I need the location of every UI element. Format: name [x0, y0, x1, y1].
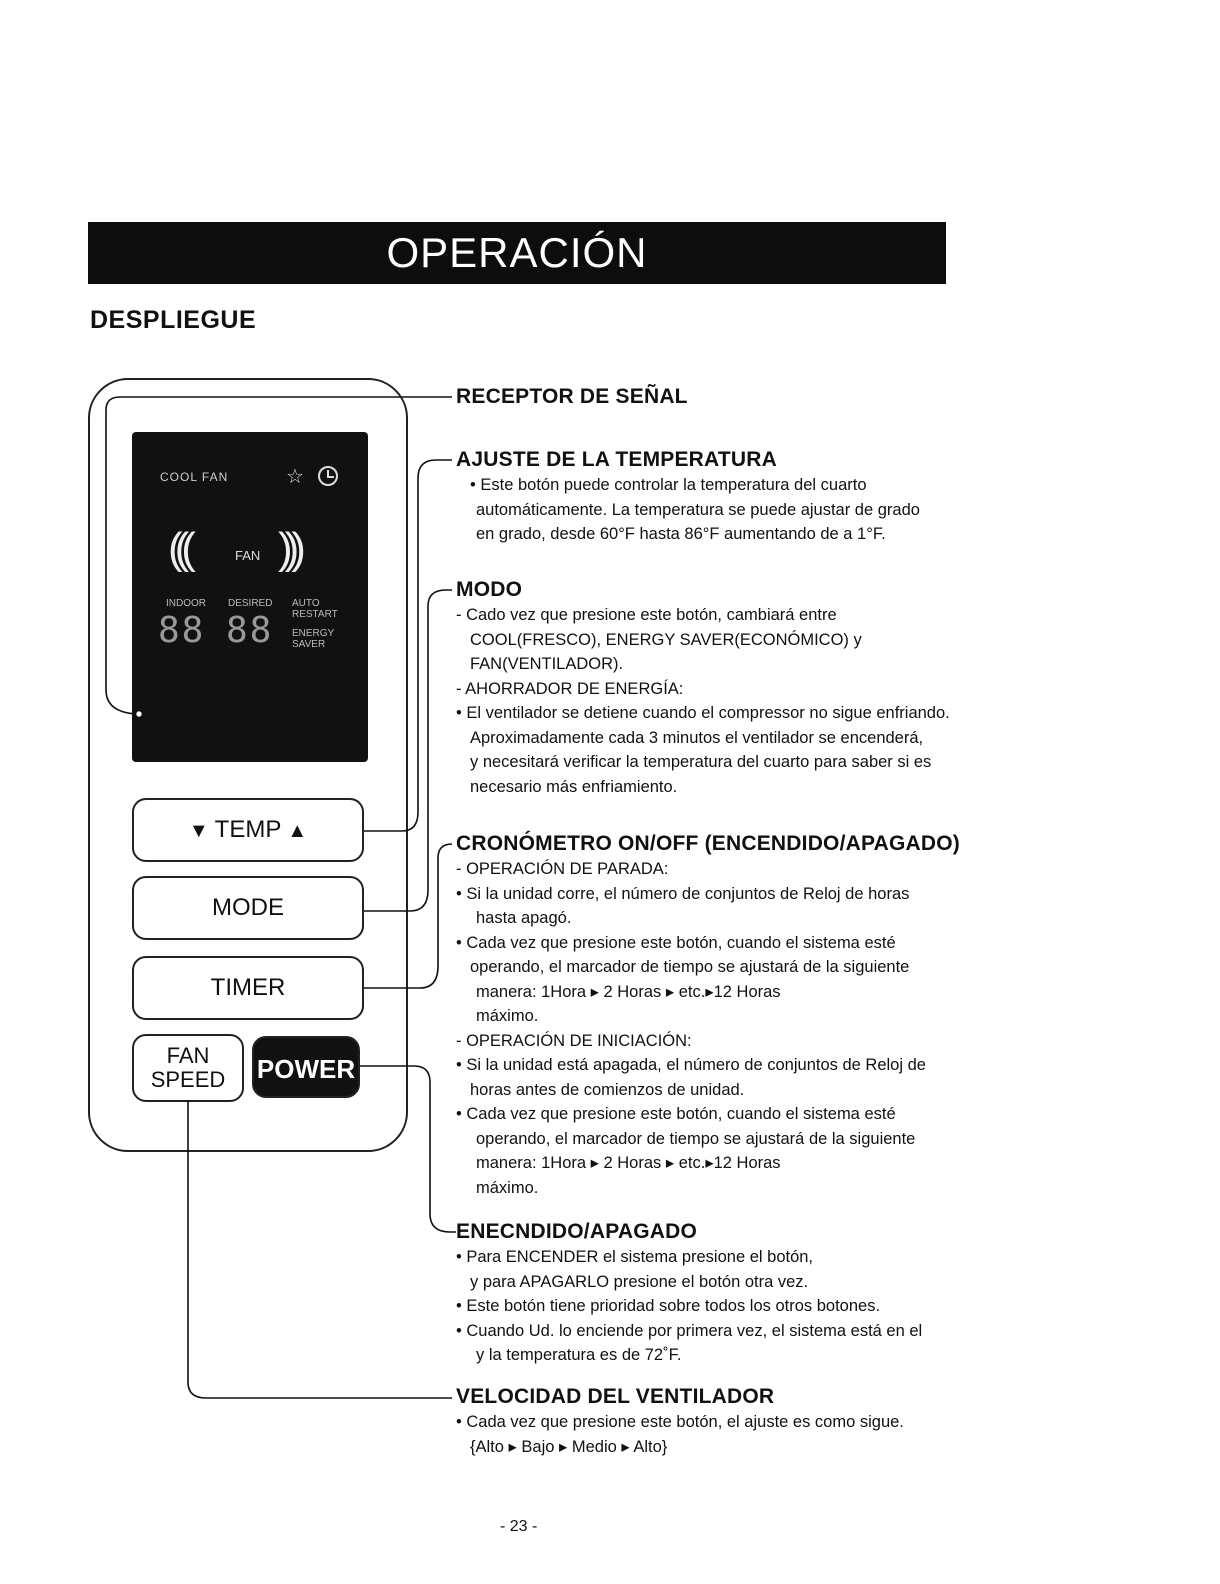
callout-modo-line: y necesitará verificar la temperatura del cuarto para saber si es	[470, 753, 932, 771]
callout-cronometro-line: • Si la unidad está apagada, el número de conjuntos de Reloj de	[456, 1056, 926, 1074]
callout-modo-heading: MODO	[456, 578, 523, 601]
callout-receptor	[456, 384, 976, 410]
triangle-up-icon: ▲	[287, 820, 308, 842]
energy-text: ENERGY	[292, 628, 335, 639]
callout-cronometro-line: - OPERACIÓN DE INICIACIÓN:	[456, 1031, 692, 1050]
callout-modo-line: - Cado vez que presione este botón, cambiará entre	[456, 606, 837, 624]
callout-cronometro-heading: CRONÓMETRO ON/OFF (ENCENDIDO/APAGADO)	[456, 832, 960, 855]
callout-velocidad-line: {Alto ▸ Bajo ▸ Medio ▸ Alto}	[470, 1437, 668, 1456]
callout-cronometro-line: hasta apagó.	[476, 909, 572, 927]
callout-modo	[456, 577, 976, 799]
callout-modo-line: FAN(VENTILADOR).	[470, 655, 624, 673]
callout-cronometro-line: operando, el marcador de tiempo se ajustará de la siguiente	[476, 1129, 916, 1148]
triangle-down-icon: ▼	[188, 820, 209, 842]
callout-cronometro-line: máximo.	[476, 1007, 539, 1025]
section-heading: DESPLIEGUE	[90, 306, 257, 334]
display-mode-labels: COOL FAN	[160, 470, 229, 484]
auto-text: AUTO	[292, 598, 320, 609]
callout-cronometro-line: máximo.	[476, 1178, 539, 1197]
page-title: OPERACIÓN	[88, 222, 946, 284]
restart-text: RESTART	[292, 609, 338, 620]
callout-encendido-line: • Cuando Ud. lo enciende por primera vez, el sistema está en el	[456, 1321, 923, 1340]
display-desired-label: DESIRED	[228, 598, 273, 609]
temp-button-label: TEMP	[214, 816, 282, 843]
callout-cronometro	[456, 831, 976, 1200]
callout-encendido-line: y para APAGARLO presione el botón otra vez.	[470, 1272, 809, 1291]
callout-encendido-line: • Este botón tiene prioridad sobre todos los otros botones.	[456, 1297, 881, 1315]
callout-modo-line: Aproximadamente cada 3 minutos el ventilador se encenderá,	[470, 728, 924, 747]
timer-button[interactable]: TIMER	[132, 956, 364, 1020]
power-button[interactable]: POWER	[252, 1036, 360, 1098]
saver-text: SAVER	[292, 639, 326, 650]
display-fan-label: FAN	[235, 548, 261, 563]
callout-modo-line: • El ventilador se detiene cuando el compressor no sigue enfriando.	[456, 704, 950, 722]
callout-encendido	[456, 1219, 976, 1368]
callout-cronometro-line: horas antes de comienzos de unidad.	[470, 1080, 745, 1099]
fan-waves-left-icon: (((	[168, 524, 188, 573]
display-indoor-digits: 88	[158, 610, 206, 651]
callout-cronometro-line: - OPERACIÓN DE PARADA:	[456, 860, 669, 878]
fan-waves-right-icon: )))	[278, 524, 298, 573]
callout-modo-line: COOL(FRESCO), ENERGY SAVER(ECONÓMICO) y	[470, 630, 862, 649]
callout-modo-line: necesario más enfriamiento.	[470, 777, 678, 796]
callout-ajuste-line: en grado, desde 60°F hasta 86°F aumentando de a 1°F.	[476, 525, 886, 543]
callout-encendido-line: • Para ENCENDER el sistema presione el botón,	[456, 1248, 814, 1266]
callout-ajuste-line: automáticamente. La temperatura se puede ajustar de grado	[476, 500, 920, 519]
callout-velocidad-heading: VELOCIDAD DEL VENTILADOR	[456, 1385, 775, 1408]
callout-velocidad	[456, 1384, 976, 1459]
callout-cronometro-line: manera: 1Hora ▸ 2 Horas ▸ etc.▸12 Horas	[476, 982, 781, 1001]
callout-receptor-heading: RECEPTOR DE SEÑAL	[456, 385, 688, 408]
callout-velocidad-line: • Cada vez que presione este botón, el ajuste es como sigue.	[456, 1413, 904, 1431]
callout-cronometro-line: • Si la unidad corre, el número de conjuntos de Reloj de horas	[456, 884, 910, 903]
star-icon: ☆	[286, 466, 304, 488]
page-number: - 23 -	[500, 1518, 538, 1535]
callout-cronometro-line: operando, el marcador de tiempo se ajustará de la siguiente	[470, 958, 910, 976]
callout-cronometro-line: • Cada vez que presione este botón, cuando el sistema esté	[456, 933, 896, 952]
callout-modo-line: - AHORRADOR DE ENERGÍA:	[456, 679, 684, 698]
callout-ajuste-line: • Este botón puede controlar la temperatura del cuarto	[470, 476, 867, 494]
display-desired-digits: 88	[226, 610, 274, 651]
callout-encendido-line: y la temperatura es de 72˚F.	[476, 1346, 682, 1364]
callout-encendido-heading: ENECNDIDO/APAGADO	[456, 1220, 698, 1243]
fan-speed-label-2: SPEED	[150, 1067, 226, 1092]
fan-speed-label-1: FAN	[166, 1043, 210, 1068]
callout-cronometro-line: • Cada vez que presione este botón, cuando el sistema esté	[456, 1105, 896, 1123]
callout-ajuste-heading: AJUSTE DE LA TEMPERATURA	[456, 448, 777, 471]
callout-ajuste	[456, 447, 976, 547]
callout-cronometro-line: manera: 1Hora ▸ 2 Horas ▸ etc.▸12 Horas	[476, 1154, 781, 1172]
display-indoor-label: INDOOR	[166, 598, 206, 609]
mode-button[interactable]: MODE	[132, 876, 364, 940]
